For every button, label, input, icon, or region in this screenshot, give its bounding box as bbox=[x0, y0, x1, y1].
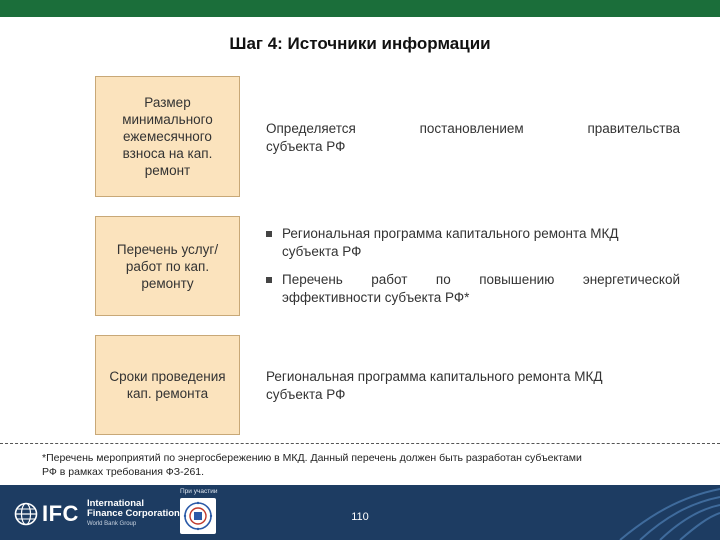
bullet-line: Региональная программа капитального ремонта МКД bbox=[282, 226, 619, 241]
square-bullet-icon bbox=[266, 277, 272, 283]
footer-bar bbox=[0, 485, 720, 540]
ifc-full-name bbox=[87, 499, 180, 529]
page-title: Шаг 4: Источники информации bbox=[229, 34, 491, 53]
category-label: Размер минимального ежемесячного взноса на кап. ремонт bbox=[122, 95, 213, 178]
swoosh-decoration-icon bbox=[560, 485, 720, 540]
description-line: субъекта РФ bbox=[266, 387, 346, 402]
footnote-line: *Перечень мероприятий по энергосбережению в МКД. Данный перечень должен быть разработан субъектами bbox=[42, 452, 582, 464]
footnote bbox=[42, 451, 682, 479]
description-line: Региональная программа капитального ремонта МКД bbox=[266, 369, 603, 384]
bullet-item bbox=[266, 271, 680, 307]
ifc-name-line: Finance Corporation bbox=[86, 508, 180, 519]
bullet-line: эффективности субъекта РФ* bbox=[282, 290, 470, 305]
category-box-deadlines bbox=[95, 335, 240, 435]
description-word: Определяется bbox=[266, 121, 356, 136]
partner-label: При участии bbox=[180, 488, 218, 495]
partner-logo bbox=[180, 498, 216, 534]
ifc-name-line: International bbox=[86, 498, 144, 509]
ifc-abbreviation: IFC bbox=[42, 501, 79, 526]
description-services bbox=[266, 225, 680, 317]
description-line: субъекта РФ bbox=[266, 139, 346, 154]
partner-emblem-icon bbox=[180, 498, 216, 534]
category-label: Сроки проведения кап. ремонта bbox=[109, 369, 226, 401]
description-deadlines bbox=[266, 368, 680, 404]
description-contribution bbox=[266, 120, 680, 156]
bullet-line: субъекта РФ bbox=[282, 244, 362, 259]
top-accent-bar bbox=[0, 0, 720, 17]
ifc-logo bbox=[14, 499, 180, 529]
category-box-services bbox=[95, 216, 240, 316]
description-word: правительства bbox=[587, 121, 680, 136]
ifc-group-label: World Bank Group bbox=[86, 521, 137, 527]
footnote-divider bbox=[0, 443, 720, 444]
footnote-line: РФ в рамках требования ФЗ-261. bbox=[42, 466, 205, 478]
square-bullet-icon bbox=[266, 231, 272, 237]
description-line bbox=[266, 120, 680, 138]
page-number: 110 bbox=[351, 511, 369, 523]
description-word: постановлением bbox=[419, 121, 524, 136]
category-label: Перечень услуг/работ по кап. ремонту bbox=[116, 241, 219, 291]
bullet-item bbox=[266, 225, 680, 261]
category-box-contribution bbox=[95, 76, 240, 197]
ifc-emblem-icon bbox=[14, 502, 38, 526]
bullet-line: Перечень работ по повышению энергетической bbox=[282, 272, 680, 287]
